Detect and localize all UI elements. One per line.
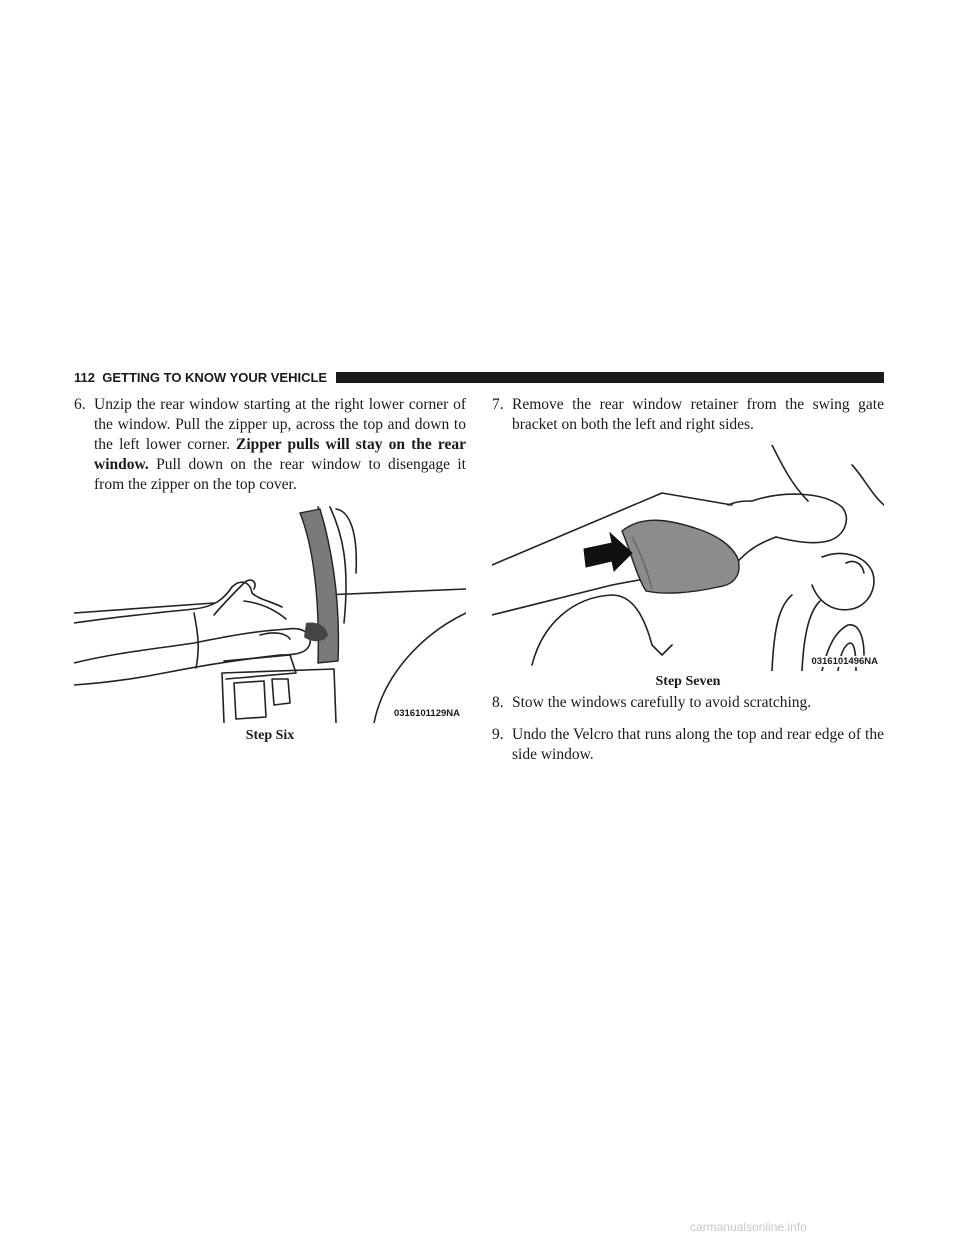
footer-watermark: carmanualsonline.info (690, 1220, 807, 1234)
step-text-continued: Pull down on the rear window to disengage it from the zipper on the top cover. (94, 456, 466, 493)
step-six-illustration (74, 503, 466, 723)
step-number: 9. (492, 726, 504, 743)
step-number: 8. (492, 694, 504, 711)
right-column (492, 395, 884, 765)
step-text: Remove the rear window retainer from the swing gate bracket on both the left and right sides. (512, 396, 884, 433)
step-6 (74, 395, 466, 495)
figure-step-six (74, 503, 466, 723)
figure-code: 0316101496NA (811, 656, 878, 667)
header-rule (336, 372, 884, 383)
step-text: Unzip the rear window starting at the right lower corner of the window. Pull the zipper up, across the top and down to the left lower corner. (94, 396, 466, 453)
page-header (74, 370, 884, 386)
figure-step-seven (492, 445, 884, 671)
step-9 (492, 725, 884, 765)
figure-code: 0316101129NA (393, 708, 460, 719)
step-bold-note: Zipper pulls will stay on the rear window. (94, 436, 467, 473)
step-text: Stow the windows carefully to avoid scratching. (512, 694, 812, 711)
figure-caption: Step Seven (655, 674, 721, 689)
page-number: 112 (74, 370, 95, 385)
left-column (74, 395, 466, 745)
figure-caption: Step Six (245, 728, 295, 743)
step-text: Undo the Velcro that runs along the top and rear edge of the side window. (512, 726, 884, 763)
header-label (74, 370, 327, 386)
step-7 (492, 395, 884, 435)
section-title: GETTING TO KNOW YOUR VEHICLE (102, 370, 328, 385)
step-8 (492, 693, 884, 713)
step-number: 7. (492, 396, 504, 413)
step-seven-illustration (492, 445, 884, 671)
step-number: 6. (74, 396, 86, 413)
